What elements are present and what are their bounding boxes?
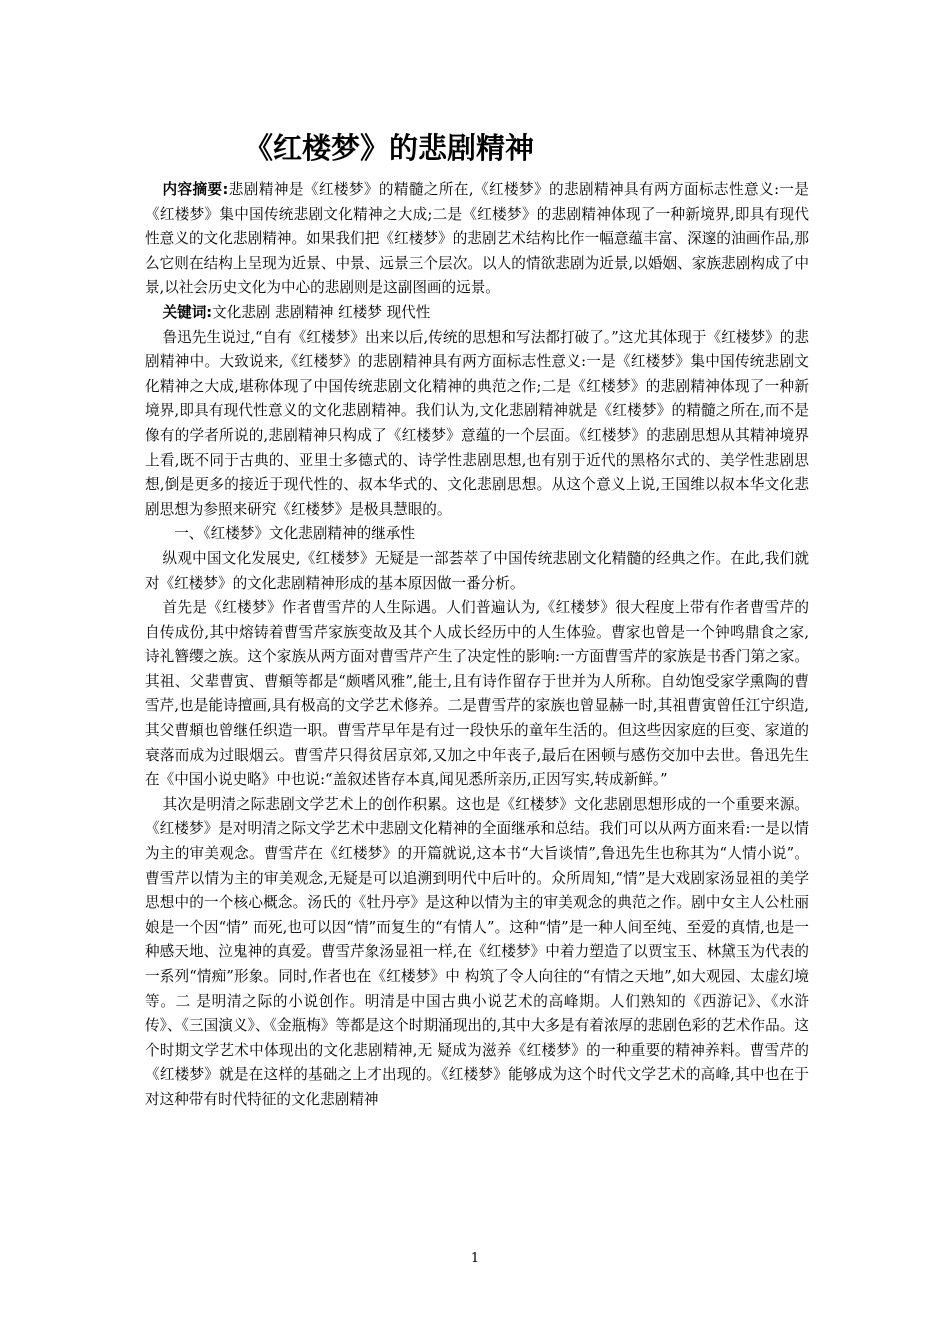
keywords-text: 文化悲剧 悲剧精神 红楼梦 现代性	[212, 303, 431, 321]
section-heading: 一、《红楼梦》文化悲剧精神的继承性	[174, 525, 415, 543]
body-paragraph: 鲁迅先生说过,“自有《红楼梦》出来以后,传统的思想和写法都打破了。”这尤其体现于《红楼梦》的悲剧精神中。大致说来,《红楼梦》的悲剧精神具有两方面标志性意义:一是《红楼梦》集中国传统悲剧文化精神之大成,堪称体现了中国传统悲剧文化精神的典范之作;二是《红楼梦》的悲剧精神体现了一种新境界,即具有现代性意义的文化悲剧精神。我们认为,文化悲剧精神就是《红楼梦》的精髓之所在,而不是像有的学者所说的,悲剧精神只构成了《红楼梦》意蕴的一个层面。《红楼梦》的悲剧思想从其精神境界上看,既不同于古典的、亚里士多德式的、诗学性悲剧思想,也有别于近代的黑格尔式的、美学性悲剧思想,倒是更多的接近于现代性的、叔本华式的、文化悲剧思想。从这个意义上说,王国维以叔本华文化悲剧思想为参照来研究《红楼梦》是极具慧眼的。	[145, 328, 809, 518]
document-body	[145, 178, 809, 1113]
keywords-paragraph	[145, 301, 809, 326]
body-paragraph: 首先是《红楼梦》作者曹雪芹的人生际遇。人们普遍认为,《红楼梦》很大程度上带有作者曹雪芹的自传成份,其中熔铸着曹雪芹家族变故及其个人成长经历中的人生体验。曹家也曾是一个钟鸣鼎食之家,诗礼簪缨之族。这个家族从两方面对曹雪芹产生了决定性的影响:一方面曹雪芹的家族是书香门第之家。其祖、父辈曹寅、曹頫等都是“颇嗜风雅”,能士,且有诗作留存于世并为人所称。自幼饱受家学熏陶的曹雪芹,也是能诗擅画,具有极高的文学艺术修养。二是曹雪芹的家族也曾显赫一时,其祖曹寅曾任江宁织造,其父曹頫也曾继任织造一职。曹雪芹早年是有过一段快乐的童年生活的。但这些因家庭的巨变、家道的衰落而成为过眼烟云。曹雪芹只得贫居京郊,又加之中年丧子,最后在困顿与感伤交加中去世。鲁迅先生在《中国小说史略》中也说:“盖叙述皆存本真,闻见悉所亲历,正因写实,转成新鲜。”	[145, 599, 809, 789]
body-paragraph: 纵观中国文化发展史,《红楼梦》无疑是一部荟萃了中国传统悲剧文化精髓的经典之作。在此,我们就对《红楼梦》的文化悲剧精神形成的基本原因做一番分析。	[145, 549, 809, 592]
abstract-label: 内容摘要:	[162, 181, 229, 198]
abstract-text: 悲剧精神是《红楼梦》的精髓之所在,《红楼梦》的悲剧精神具有两方面标志性意义:一是《红楼梦》集中国传统悲剧文化精神之大成;二是《红楼梦》的悲剧精神体现了一种新境界,即具有现代性意义的文化悲剧精神。如果我们把《红楼梦》的悲剧艺术结构比作一幅意蕴丰富、深邃的油画作品,那么它则在结构上呈现为近景、中景、远景三个层次。以人的情欲悲剧为近景,以婚姻、家族悲剧构成了中景,以社会历史文化为中心的悲剧则是这副图画的远景。	[145, 181, 810, 297]
body-paragraph: 其次是明清之际悲剧文学艺术上的创作积累。这也是《红楼梦》文化悲剧思想形成的一个重要来源。《红楼梦》是对明清之际文学艺术中悲剧文化精神的全面继承和总结。我们可以从两方面来看:一是以情为主的审美观念。曹雪芹在《红楼梦》的开篇就说,这本书“大旨谈情”,鲁迅先生也称其为“人情小说”。曹雪芹以情为主的审美观念,无疑是可以追溯到明代中后叶的。众所周知,“情”是大戏剧家汤显祖的美学思想中的一个核心概念。汤氏的《牡丹亭》是这种以情为主的审美观念的典范之作。剧中女主人公杜丽娘是一个因“情” 而死,也可以因“情”而复生的“有情人”。这种“情”是一种人间至纯、至爱的真情,也是一种感天地、泣鬼神的真爱。曹雪芹象汤显祖一样,在《红楼梦》中着力塑造了以贾宝玉、林黛玉为代表的一系列“情痴”形象。同时,作者也在《红楼梦》中 构筑了令人向往的“有情之天地”,如大观园、太虚幻境等。二 是明清之际的小说创作。明清是中国古典小说艺术的高峰期。人们熟知的《西游记》、《水浒传》、《三国演义》、《金瓶梅》等都是这个时期涌现出的,其中大多是有着浓厚的悲剧色彩的艺术作品。这个时期文学艺术中体现出的文化悲剧精神,无 疑成为滋养《红楼梦》的一种重要的精神养料。曹雪芹的《红楼梦》就是在这样的基础之上才出现的。《红楼梦》能够成为这个时代文学艺术的高峰,其中也在于对这种带有时代特征的文化悲剧精神	[145, 795, 809, 1108]
page-title: 《红楼梦》的悲剧精神	[244, 131, 535, 165]
keywords-label: 关键词:	[162, 303, 213, 321]
abstract-paragraph	[145, 178, 809, 301]
page-number: 1	[470, 1251, 480, 1266]
